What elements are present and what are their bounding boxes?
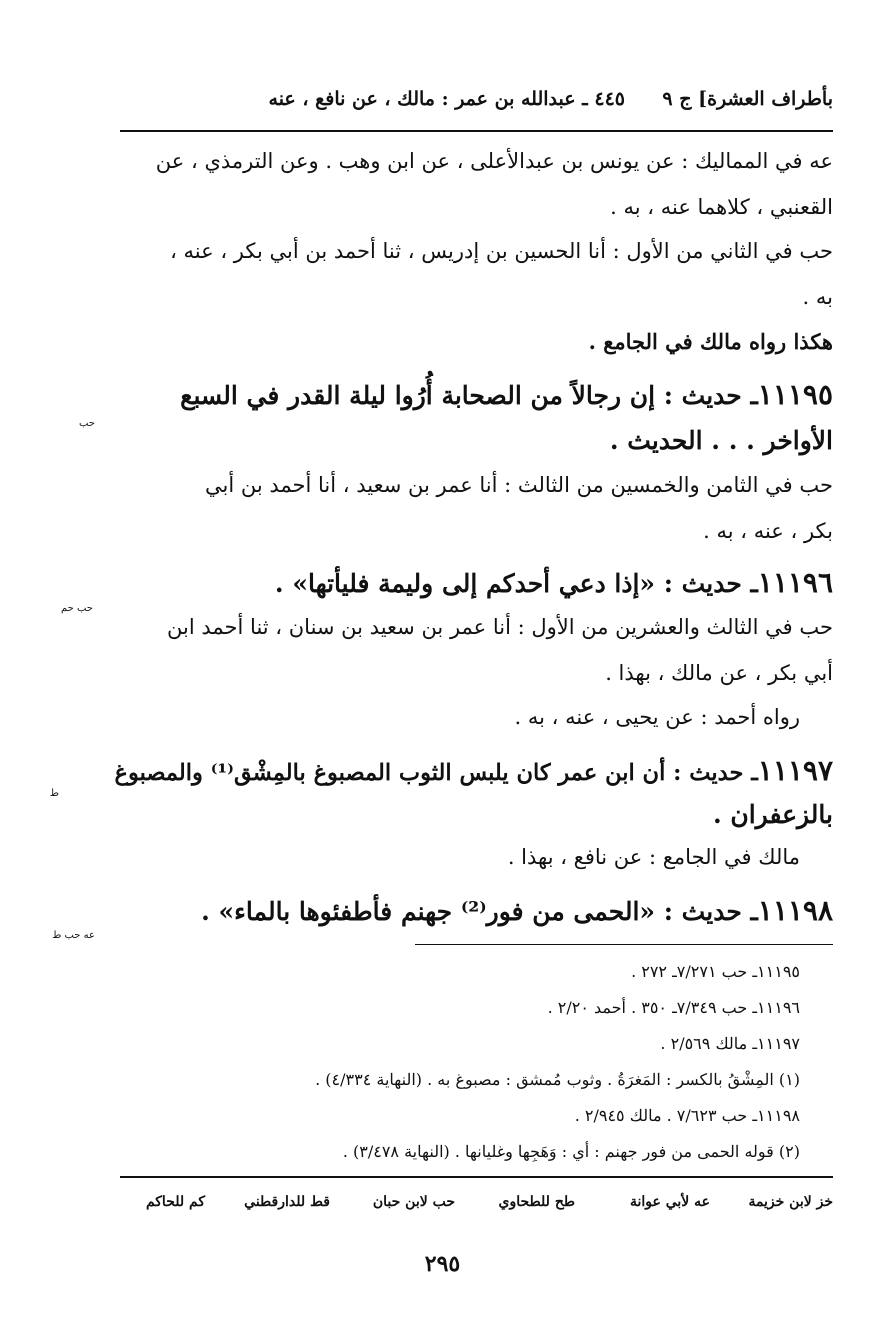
page-number: ٢٩٥ bbox=[424, 1251, 461, 1277]
hadith-11196-text-3: رواه أحمد : عن يحيى ، عنه ، به . bbox=[514, 705, 800, 729]
legend-entry-ah: عه لأبي عوانة bbox=[629, 1194, 710, 1210]
hadith-text: ـ حديث : إن رجالاً من الصحابة أُرُوا ليلة القدر في السبع bbox=[180, 381, 758, 410]
footnote-4: (١) المِشْقُ بالكسر : المَغرَةُ . وثوب مُمشق : مصبوغ به . (النهاية ٤/٣٣٤) . bbox=[315, 1070, 800, 1089]
hadith-number: ١١١٩٥ bbox=[757, 378, 833, 411]
hadith-11196-sigla: حب حم bbox=[60, 603, 93, 614]
hadith-text: ـ حديث : «إذا دعي أحدكم إلى وليمة فليأتها» . bbox=[274, 569, 758, 598]
hadith-11197-heading-cont: بالزعفران . bbox=[712, 800, 833, 829]
hadith-11195-heading bbox=[180, 378, 833, 411]
legend-entry-qt: قط للدارقطني bbox=[244, 1194, 330, 1210]
hadith-11197-sigla: ط bbox=[49, 788, 59, 799]
hadith-11198-sigla: عه حب ط bbox=[52, 930, 95, 941]
footnote-5: ١١١٩٨ـ حب ٧/٦٢٣ . مالك ٢/٩٤٥ . bbox=[574, 1106, 800, 1125]
legend-entry-km: كم للحاكم bbox=[145, 1194, 205, 1210]
running-head-chapter: ٤٤٥ ـ عبدالله بن عمر : مالك ، عن نافع ، عنه bbox=[268, 88, 625, 110]
hadith-11195-sigla: حب bbox=[78, 418, 95, 429]
footnote-1: ١١١٩٥ـ حب ٧/٢٧١ـ ٢٧٢ . bbox=[631, 962, 800, 981]
hadith-number: ١١١٩٨ bbox=[757, 894, 833, 927]
hadith-11196-text-1: حب في الثالث والعشرين من الأول : أنا عمر بن سعيد بن سنان ، ثنا أحمد ابن bbox=[167, 615, 833, 639]
footnote-3: ١١١٩٧ـ مالك ٢/٥٦٩ . bbox=[660, 1034, 800, 1053]
legend-entry-th: طح للطحاوي bbox=[498, 1194, 575, 1210]
legend-rule bbox=[120, 1176, 833, 1178]
hadith-11197-text-1: مالك في الجامع : عن نافع ، بهذا . bbox=[507, 845, 800, 869]
footnote-2: ١١١٩٦ـ حب ٧/٣٤٩ـ ٣٥٠ . أحمد ٢/٢٠ . bbox=[547, 998, 800, 1017]
running-head-volume: بأطراف العشرة] ج ٩ bbox=[662, 88, 833, 110]
body-line-3: حب في الثاني من الأول : أنا الحسين بن إدريس ، ثنا أحمد بن أبي بكر ، عنه ، bbox=[170, 239, 833, 263]
footnote-rule bbox=[415, 944, 833, 945]
body-line-5: هكذا رواه مالك في الجامع . bbox=[588, 329, 833, 354]
body-line-4: به . bbox=[802, 285, 833, 309]
hadith-11196-heading bbox=[275, 566, 833, 599]
hadith-number: ١١١٩٦ bbox=[757, 566, 833, 599]
hadith-11195-text-2: بكر ، عنه ، به . bbox=[703, 519, 833, 543]
hadith-text: ـ حديث : «الحمى من فور⁽²⁾ جهنم فأطفئوها بالماء» . bbox=[201, 897, 758, 926]
body-line-2: القعنبي ، كلاهما عنه ، به . bbox=[610, 195, 833, 219]
hadith-number: ١١١٩٧ bbox=[757, 754, 833, 787]
footnote-6: (٢) قوله الحمى من فور جهنم : أي : وَهَجِها وغليانها . (النهاية ٣/٤٧٨) . bbox=[342, 1142, 800, 1161]
legend-entry-khz: خز لابن خزيمة bbox=[748, 1194, 833, 1210]
legend-entry-hb: حب لابن حبان bbox=[372, 1194, 455, 1210]
hadith-11198-heading bbox=[201, 894, 833, 927]
hadith-text: ـ حديث : أن ابن عمر كان يلبس الثوب المصبوغ بالمِشْق⁽¹⁾ والمصبوغ bbox=[114, 760, 758, 786]
hadith-11195-heading-cont: الأواخر . . . الحديث . bbox=[609, 426, 833, 455]
hadith-11196-text-2: أبي بكر ، عن مالك ، بهذا . bbox=[605, 661, 833, 685]
hadith-11197-heading bbox=[115, 754, 833, 787]
header-rule bbox=[120, 130, 833, 132]
hadith-11195-text-1: حب في الثامن والخمسين من الثالث : أنا عمر بن سعيد ، أنا أحمد بن أبي bbox=[204, 473, 833, 497]
body-line-1: عه في المماليك : عن يونس بن عبدالأعلى ، عن ابن وهب . وعن الترمذي ، عن bbox=[155, 149, 833, 173]
